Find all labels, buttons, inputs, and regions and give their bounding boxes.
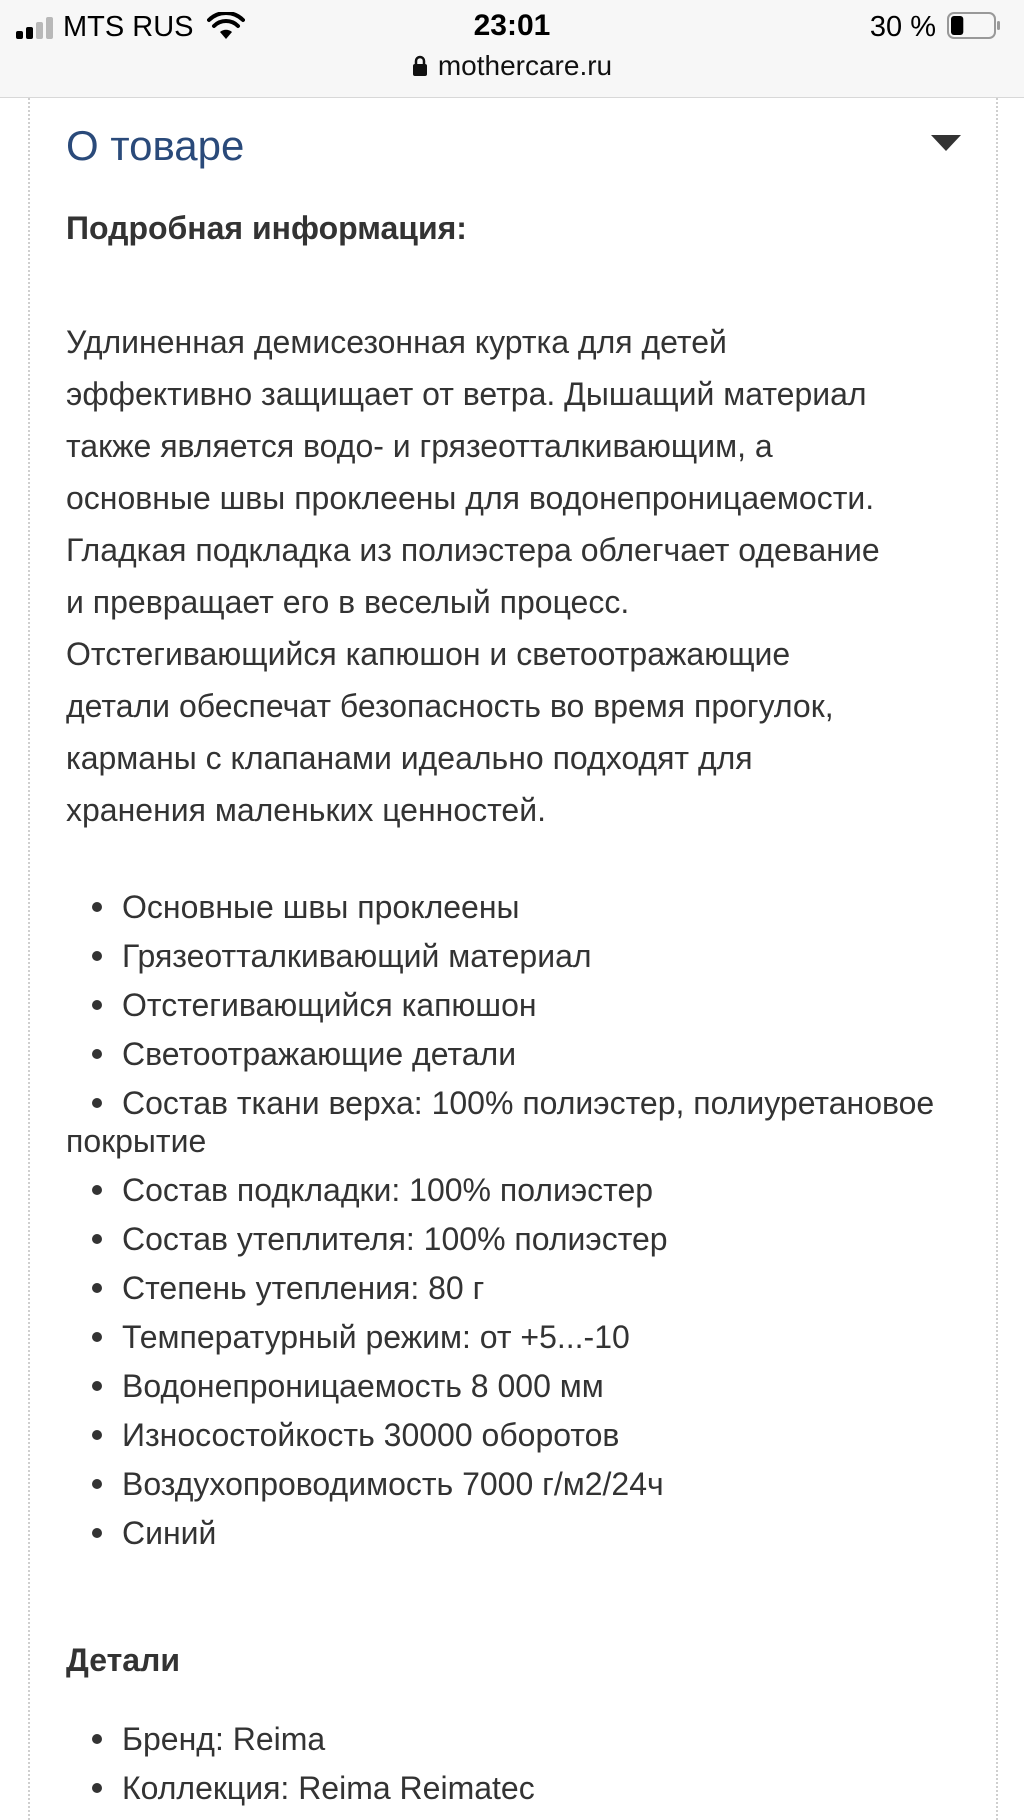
url-text: mothercare.ru <box>437 50 613 81</box>
status-bar <box>0 0 1024 98</box>
list-item: Состав ткани верха: 100% полиэстер, полиуретановое покрытие <box>66 1084 966 1160</box>
list-item: Степень утепления: 80 г <box>66 1269 966 1307</box>
product-description: Удлиненная демисезонная куртка для детей эффективно защищает от ветра. Дышащий материал также является водо- и грязеотталкивающим, а основные швы проклеены для водонепроницаемости. Гладкая подкладка из полиэстера облегчает одевание и превращает его в веселый процесс. Отстегивающийся капюшон и светоотражающие детали обеспечат безопасность во время прогулок, карманы с клапанами идеально подходят для хранения маленьких ценностей. <box>66 324 880 828</box>
list-item: Отстегивающийся капюшон <box>66 986 966 1024</box>
list-item: Состав утеплителя: 100% полиэстер <box>66 1220 966 1258</box>
product-info-card <box>28 98 998 1820</box>
address-bar[interactable] <box>0 49 1024 83</box>
detailed-info-heading: Подробная информация: <box>66 210 467 246</box>
list-item: Состав подкладки: 100% полиэстер <box>66 1171 966 1209</box>
battery-icon <box>947 12 1001 39</box>
feature-list <box>66 888 966 1563</box>
carrier-name: MTS RUS <box>63 11 194 43</box>
section-title[interactable]: О товаре <box>66 122 245 169</box>
list-item: Водонепроницаемость 8 000 мм <box>66 1367 966 1405</box>
list-item: Светоотражающие детали <box>66 1035 966 1073</box>
list-item: Синий <box>66 1514 966 1552</box>
details-list <box>66 1720 966 1818</box>
list-item: Воздухопроводимость 7000 г/м2/24ч <box>66 1465 966 1503</box>
list-item: Грязеотталкивающий материал <box>66 937 966 975</box>
status-time: 23:01 <box>473 9 551 42</box>
details-heading: Детали <box>66 1642 181 1678</box>
battery-percentage: 30 % <box>869 11 936 43</box>
chevron-down-icon[interactable] <box>930 134 962 152</box>
list-item: Коллекция: Reima Reimatec <box>66 1769 966 1807</box>
list-item: Температурный режим: от +5...-10 <box>66 1318 966 1356</box>
lock-icon <box>412 55 428 77</box>
list-item: Основные швы проклеены <box>66 888 966 926</box>
list-item: Износостойкость 30000 оборотов <box>66 1416 966 1454</box>
list-item: Бренд: Reima <box>66 1720 966 1758</box>
